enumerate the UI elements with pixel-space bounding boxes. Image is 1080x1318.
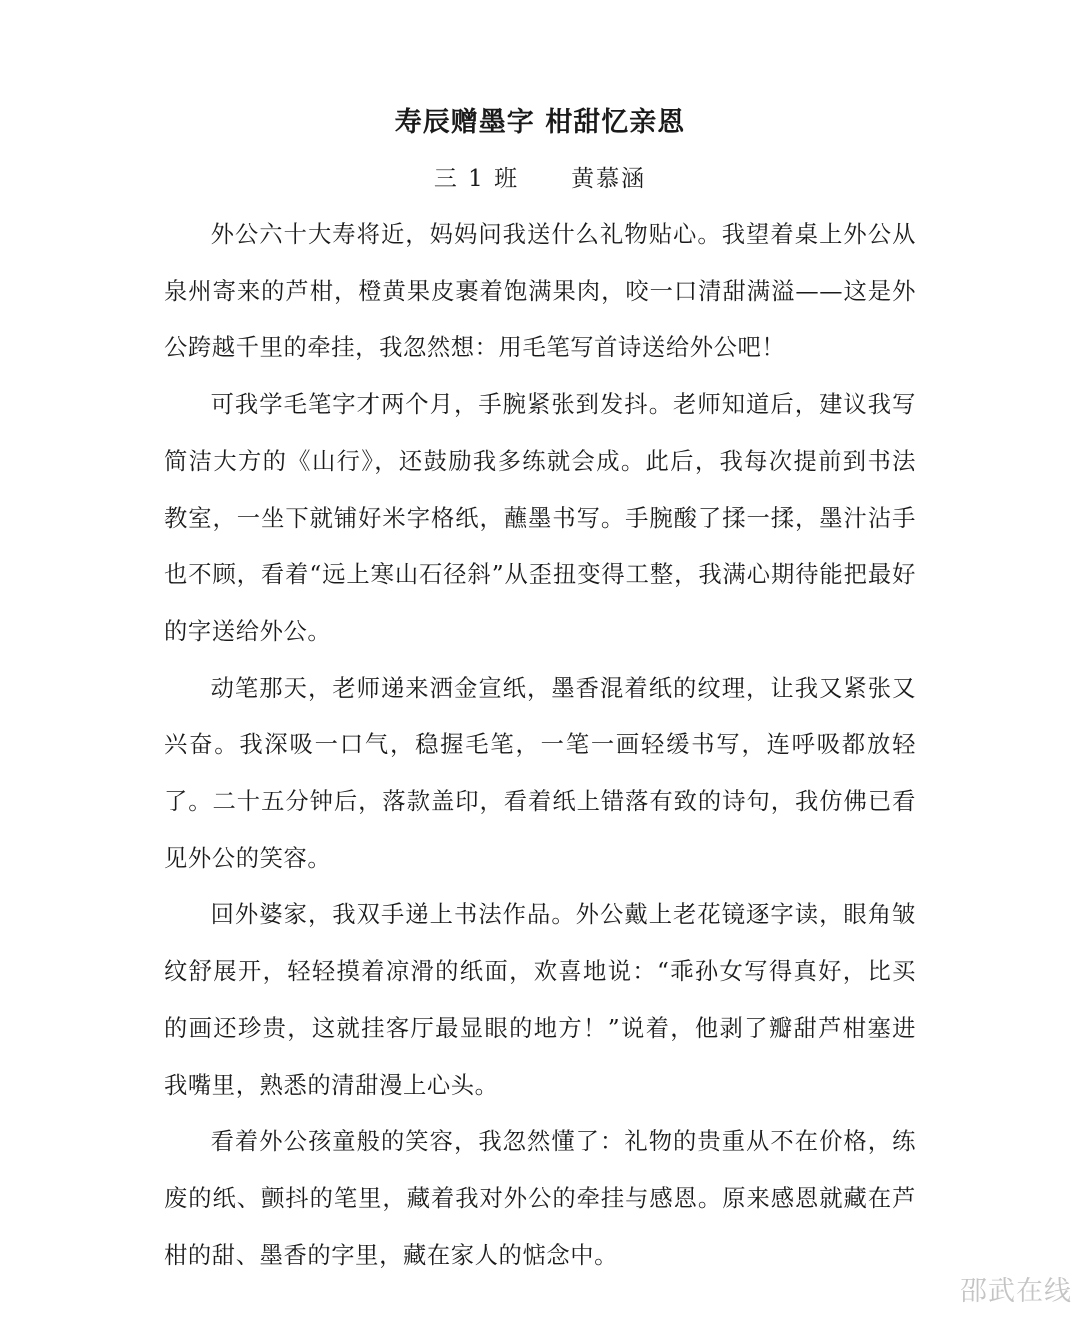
author-name: 黄慕涵 xyxy=(571,166,647,192)
article xyxy=(164,95,916,1284)
byline xyxy=(164,151,916,207)
article-title: 寿辰赠墨字 柑甜忆亲恩 xyxy=(394,107,686,138)
paragraph: 外公六十大寿将近，妈妈问我送什么礼物贴心。我望着桌上外公从泉州寄来的芦柑，橙黄果皮裹着饱满果肉，咬一口清甜满溢——这是外公跨越千里的牵挂，我忽然想：用毛笔写首诗送给外公吧！ xyxy=(164,221,916,362)
watermark: 邵武在线 xyxy=(960,1276,1072,1307)
class-name: 三 1 班 xyxy=(433,166,520,192)
paragraph: 可我学毛笔字才两个月，手腕紧张到发抖。老师知道后，建议我写简洁大方的《山行》，还鼓励我多练就会成。此后，我每次提前到书法教室，一坐下就铺好米字格纸，蘸墨书写。手腕酸了揉一揉，墨汁沾手也不顾，看着“远上寒山石径斜”从歪扭变得工整，我满心期待能把最好的字送给外公。 xyxy=(164,391,916,645)
paragraph: 动笔那天，老师递来洒金宣纸，墨香混着纸的纹理，让我又紧张又兴奋。我深吸一口气，稳握毛笔，一笔一画轻缓书写，连呼吸都放轻了。二十五分钟后，落款盖印，看着纸上错落有致的诗句，我仿佛已看见外公的笑容。 xyxy=(164,674,916,872)
paragraph: 回外婆家，我双手递上书法作品。外公戴上老花镜逐字读，眼角皱纹舒展开，轻轻摸着凉滑的纸面，欢喜地说：“乖孙女写得真好，比买的画还珍贵，这就挂客厅最显眼的地方！”说着，他剥了瓣甜芦柑塞进我嘴里，熟悉的清甜漫上心头。 xyxy=(164,901,916,1099)
paragraph: 看着外公孩童般的笑容，我忽然懂了：礼物的贵重从不在价格，练废的纸、颤抖的笔里，藏着我对外公的牵挂与感恩。原来感恩就藏在芦柑的甜、墨香的字里，藏在家人的惦念中。 xyxy=(164,1128,916,1269)
